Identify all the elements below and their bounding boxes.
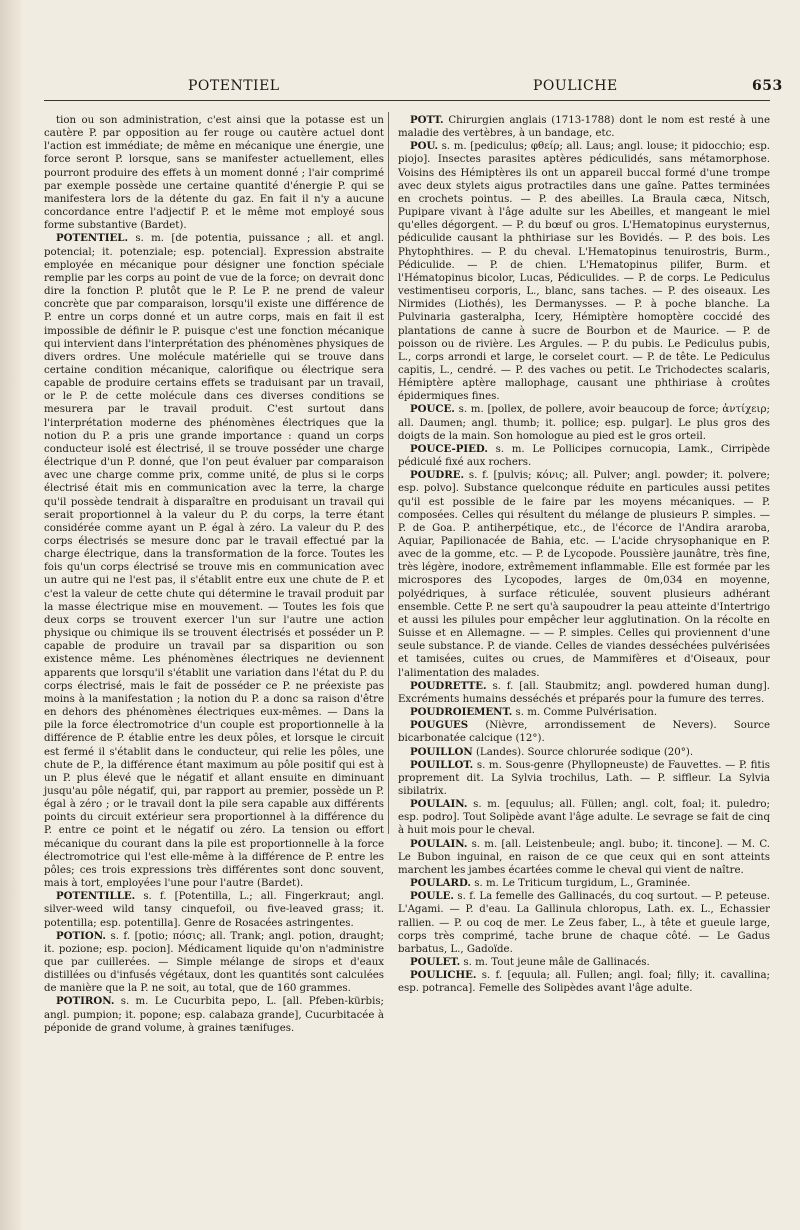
entry: POULICHE. s. f. [equula; all. Fullen; angl. foal; filly; it. cavallina; esp. potranca]. Femelle des Solipèdes avant l'âge adulte. xyxy=(398,969,770,995)
entry: tion ou son administration, c'est ainsi que la potasse est un cautère P. par opposition au fer rouge ou cautère actuel dont l'action est immédiate; de même en mécanique une énergie, une force seront P. lorsque, sans se manifester actuellement, elles pourront produire des effets à un moment donné ; l'air comprimé par exemple possède une certaine quantité d'énergie P. qui se manifestera lors de la détente du gaz. En fait il n'y a aucune concordance entre l'adjectif P. et le même mot employé sous forme substantive (Bardet). xyxy=(44,115,384,232)
entry: POULET. s. m. Tout jeune mâle de Gallinacés. xyxy=(410,956,650,968)
entry: POULAIN. s. m. [all. Leistenbeule; angl. bubo; it. tincone]. — M. C. Le Bubon inguinal, en raison de ce que ceux qui en sont atteints marchent les jambes écartées comme le cheval qui vient de naître. xyxy=(398,837,770,876)
entry: POUDROIEMENT. s. m. Comme Pulvérisation. xyxy=(410,706,658,719)
entry: POTION. s. f. [potio; πόσις; all. Trank; angl. potion, draught; it. pozione; esp. pocion]. Médicament liquide qu'on n'administre que par cuillerées. — Simple mélange de sirops et d'eaux distillées ou d'infusés végétaux, dont les quantités sont calculées de manière que la P. ne soit, au total, que de 160 grammes. xyxy=(44,929,384,995)
entry: POU. s. m. [pediculus; φθείρ; all. Laus; angl. louse; it pidocchio; esp. piojo]. Insectes parasites aptères pédiculidés, sans métamorphose. Voisins des Hémiptères ils ont un appareil buccal formé d'une trompe avec deux stylets aigus protractiles dans une gaîne. Pattes terminées en crochets pointus. — P. des abeilles. La Braula cæca, Nitsch, Pupipare vivant à l'âge adulte sur les Abeilles, et mangeant le miel qu'elles dégorgent. — P. du bœuf ou gros. L'Hematopinus eurysternus, pédiculide causant la phthiriase sur les Bovidés. — P. des bois. Les Phytophthires. — P. du cheval. L'Hematopinus tenuirostris, Burm., Pédiculide. — P. de chien. L'Hematopinus pilifer, Burm. et l'Hématopinus bicolor, Lucas, Pédiculides. — P. de corps. Le Pediculus vestimentiseu corporis, L., blanc, sans taches. — P. des oiseaux. Les Nirmides (Liothés), les Dermanysses. — P. à poche blanche. La Pulvinaria gasteralpha, Icery, Hémiptère homoptère coccidé des plantations de canne à sucre de Bourbon et de Maurice. — P. de poisson ou de rivière. Les Argules. — P. du pubis. Le Pediculus pubis, L., corps arrondi et large, le corselet court. — P. de tête. Le Pediculus capitis, L., cendré. — P. des vaches ou petit. Le Trichodectes scalaris, Hémiptère aptère mallophage, causant une phthiriase à croûtes épidermiques fines. xyxy=(398,140,770,403)
page-edge xyxy=(0,0,22,1230)
entry: POUILLOT. s. m. Sous-genre (Phyllopneuste) de Fauvettes. — P. fitis proprement dit. La Sylvia trochilus, Lath. — P. siffleur. La Sylvia sibilatrix. xyxy=(398,758,770,797)
entry: POUCE. s. m. [pollex, de pollere, avoir beaucoup de force; ἀντίχειρ; all. Daumen; angl. thumb; it. pollice; esp. pulgar]. Le plus gros des doigts de la main. Son homologue au pied est le gros orteil. xyxy=(398,403,770,442)
entry: POUDRETTE. s. f. [all. Staubmitz; angl. powdered human dung]. Excréments humains desséchés et préparés pour la fumure des terres. xyxy=(398,679,770,705)
entry: POTT. Chirurgien anglais (1713-1788) dont le nom est resté à une maladie des vertèbres, à un bandage, etc. xyxy=(398,114,770,140)
left-column xyxy=(44,114,384,1035)
entry: POULAIN. s. m. [equulus; all. Füllen; angl. colt, foal; it. puledro; esp. podro]. Tout Solipède avant l'âge adulte. Le sevrage se fait de cinq à huit mois pour le cheval. xyxy=(398,798,770,837)
entry: POTIRON. s. m. Le Cucurbita pepo, L. [all. Pfeben-kürbis; angl. pumpion; it. popone; esp. calabaza grande], Cucurbitacée à péponide de grand volume, à graines tænifuges. xyxy=(44,995,384,1034)
entry: POUGUES (Nièvre, arrondissement de Nevers). Source bicarbonatée calcique (12°). xyxy=(398,719,770,745)
entry: POTENTILLE. s. f. [Potentilla, L.; all. Fingerkraut; angl. silver-weed wild tansy cinquefoil, ou five-leaved grass; it. potentilla; esp. potentilla]. Genre de Rosacées astringentes. xyxy=(44,890,384,929)
entry: POULE. s. f. La femelle des Gallinacés, du coq surtout. — P. peteuse. L'Agami. — P. d'eau. La Gallinula chloropus, Lath. ex. L., Echassier rallien. — P. ou coq de mer. Le Zeus faber, L., à tête et gueule large, corps très comprimé, tache brune de chaque côté. — Le Gadus barbatus, L., Gadoïde. xyxy=(398,890,770,955)
header-right-word: POULICHE xyxy=(533,78,618,94)
header-left-word: POTENTIEL xyxy=(188,78,280,94)
right-column xyxy=(398,114,770,995)
entry: POUCE-PIED. s. m. Le Pollicipes cornucopia, Lamk., Cirripède pédiculé fixé aux rochers. xyxy=(398,442,770,469)
column-divider xyxy=(388,112,389,834)
entry: POUDRE. s. f. [pulvis; κόνις; all. Pulver; angl. powder; it. polvere; esp. polvo]. Substance quelconque réduite en particules aussi petites qu'il est possible de le faire par les moyens mécaniques. — P. composées. Celles qui résultent du mélange de plusieurs P. simples. — P. de Goa. P. antiherpétique, etc., de l'écorce de l'Andira araroba, Aquiar, Papilionacée de Bahia, etc. — L'acide chrysophanique en P. avec de la gomme, etc. — P. de Lycopode. Poussière jaunâtre, très fine, très légère, inodore, extrêmement inflammable. Elle est formée par les microspores des Lycopodes, larges de 0m,034 en moyenne, polyédriques, à surface réticulée, souvent plusieurs adhérant ensemble. Cette P. ne sert qu'à saupoudrer la peau atteinte d'Intertrigo et aussi les pilules pour empêcher leur agglutination. On la récolte en Suisse et en Allemagne. — — P. simples. Celles qui proviennent d'une seule substance. P. de viande. Celles de viandes desséchées pulvérisées et tamisées, cuites ou crues, de Mammifères et d'Oiseaux, pour l'alimentation des malades. xyxy=(398,469,770,679)
entry: POULARD. s. m. Le Triticum turgidum, L., Graminée. xyxy=(410,877,691,890)
page-number: 653 xyxy=(752,78,783,94)
header-rule xyxy=(44,100,770,101)
entry: POTENTIEL. s. m. [de potentia, puissance ; all. et angl. potencial; it. potenziale; esp. potencial]. Expression abstraite employée en mécanique pour désigner une fonction spéciale remplie par les corps au point de vue de la force; on devrait donc dire la fonction P. plutôt que le P. Le P. ne prend de valeur concrète que par comparaison, lorsqu'il existe une différence de P. entre un corps donné et un autre corps, mais en fait il est impossible de définir le P. puisque c'est une fonction mécanique qui intervient dans l'interprétation des phénomènes physiques de divers ordres. Une molécule matérielle qui se trouve dans certaine condition mécanique, calorifique ou électrique sera capable de produire certains effets se traduisant par un travail, or le P. de cette molécule dans ces diverses conditions se mesurera par le travail produit. C'est surtout dans l'interprétation moderne des phénomènes électriques que la notion du P. a pris une grande importance : quand un corps conducteur isolé est électrisé, il se trouve posséder une charge électrique d'un P. donné, que l'on peut évaluer par comparaison avec une charge comme prix, comme unité, de plus si le corps électrisé était mis en communication avec la terre, la charge qu'il possède tendrait à disparaître en produisant un travail qui serait proportionnel à la valeur du P. du corps, la terre étant considérée comme ayant un P. égal à zéro. La valeur du P. des corps électrisés se mesure donc par le travail effectué par la charge électrique, dans la transformation de la force. Toutes les fois qu'un corps électrisé se trouve mis en communication avec un autre qui ne l'est pas, il s'établit entre eux une chute de P. et c'est la valeur de cette chute qui détermine le travail produit par la masse électrique mise en mouvement. — Toutes les fois que deux corps se trouvent exercer l'un sur l'autre une action physique ou chimique ils se trouvent électrisés et posséder un P. capable de produire un travail par sa disparition ou son existence même. Les phénomènes électriques ne deviennent apparents que lorsqu'il s'établit une variation dans l'état du P. du corps électrisé, mais le fait de posséder ce P. ne préexiste pas moins à la manifestation ; la notion du P. a donc sa raison d'être en dehors des phénomènes électriques eux-mêmes. — Dans la pile la force électromotrice d'un couple est proportionnelle à la différence de P. établie entre les deux pôles, et lorsque le circuit est fermé il s'établit dans le conducteur, qui relie les pôles, une chute de P., la différence étant maximum au pôle positif qui est à un P. plus élevé que le négatif et allant ensuite en diminuant jusqu'au pôle négatif, qui, par rapport au premier, possède un P. égal à zéro ; or le travail dont la pile sera capable aux différents points du circuit extérieur sera proportionnel à la différence du P. entre ce point et le négatif ou zéro. La tension ou effort mécanique du courant dans la pile est proportionnelle à la force électromotrice qui l'est elle-même à la différence de P. entre les pôles; ces trois expressions très différentes sont donc souvent, mais à tort, employées l'une pour l'autre (Bardet). xyxy=(44,232,384,890)
entry: POUILLON (Landes). Source chlorurée sodique (20°). xyxy=(410,745,694,758)
